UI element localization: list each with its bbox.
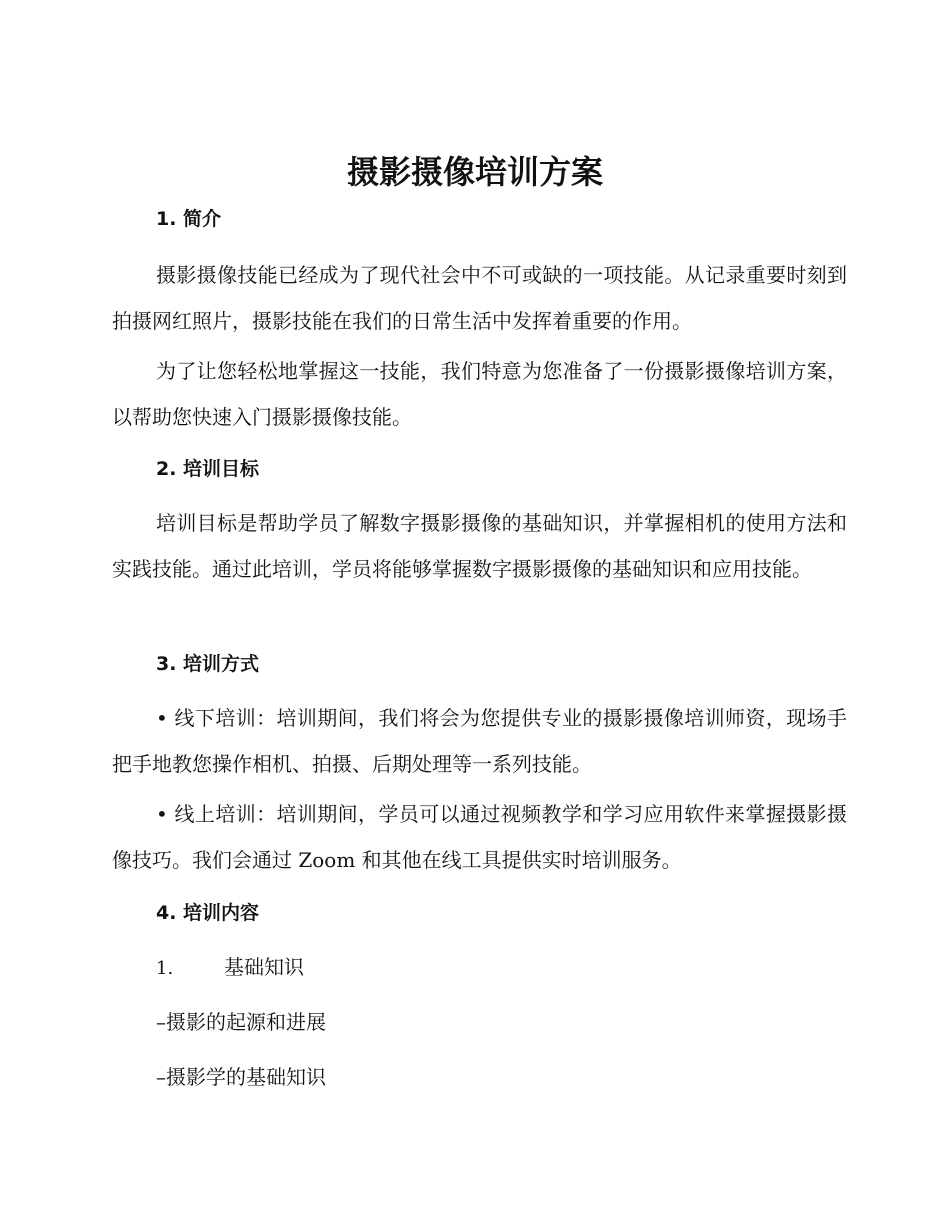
document-title: 摄影摄像培训方案: [346, 153, 603, 191]
list-item-number: 1.: [156, 958, 174, 979]
content-sub-item-1: –摄影的起源和进展: [156, 1010, 326, 1034]
section-heading-goals: 2. 培训目标: [156, 458, 260, 480]
section-heading-intro: 1. 简介: [156, 208, 222, 230]
goals-paragraph: 培训目标是帮助学员了解数字摄影摄像的基础知识，并掌握相机的使用方法和实践技能。通过此培训，学员将能够掌握数字摄影摄像的基础知识和应用技能。: [112, 511, 847, 581]
method-offline-paragraph: • 线下培训：培训期间，我们将会为您提供专业的摄影摄像培训师资，现场手把手地教您操作相机、拍摄、后期处理等一系列技能。: [112, 706, 847, 776]
section-heading-methods: 3. 培训方式: [156, 653, 260, 675]
content-list-item: [156, 952, 304, 984]
content-sub-item-2: –摄影学的基础知识: [156, 1065, 326, 1089]
section-heading-content: 4. 培训内容: [156, 902, 260, 924]
intro-paragraph-1: 摄影摄像技能已经成为了现代社会中不可或缺的一项技能。从记录重要时刻到拍摄网红照片，摄影技能在我们的日常生活中发挥着重要的作用。: [112, 263, 847, 333]
list-item-label: 基础知识: [224, 955, 304, 979]
method-online-paragraph: • 线上培训：培训期间，学员可以通过视频教学和学习应用软件来掌握摄影摄像技巧。我们会通过 Zoom 和其他在线工具提供实时培训服务。: [112, 802, 847, 872]
intro-paragraph-2: 为了让您轻松地掌握这一技能，我们特意为您准备了一份摄影摄像培训方案，以帮助您快速入门摄影摄像技能。: [112, 359, 847, 429]
